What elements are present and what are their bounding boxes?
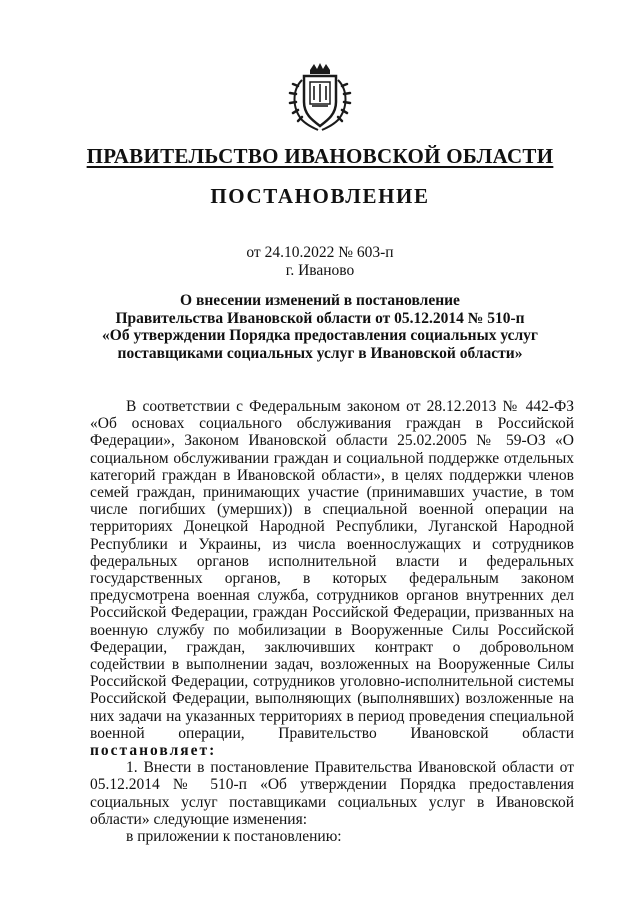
subject-line: О внесении изменений в постановление (180, 292, 460, 309)
document-body (90, 398, 574, 845)
government-title: ПРАВИТЕЛЬСТВО ИВАНОВСКОЙ ОБЛАСТИ (86, 144, 554, 168)
date-and-number: от 24.10.2022 № 603-п (246, 244, 394, 261)
subject-line: «Об утверждении Порядка предоставления социальных услуг (102, 327, 538, 344)
document-type-title: ПОСТАНОВЛЕНИЕ (210, 184, 430, 208)
city: г. Иваново (285, 262, 355, 279)
preamble-text: В соответствии с Федеральным законом от 28.12.2013 № 442-ФЗ «Об основах социального обслуживания граждан в Российской Федерации», Законом Ивановской области 25.02.2005 № 59-ОЗ «О социальном обслуживании граждан и социальной поддержке отдельных категорий граждан в Ивановской области», в целях поддержки членов семей граждан, принимающих участие (принимавших участие, в том числе погибших (умерших)) в специальной военной операции на территориях Донецкой Народной Республики, Луганской Народной Республики и Украины, из числа военнослужащих и сотрудников федеральных органов исполнительной власти и федеральных государственных органов, в которых федеральным законом предусмотрена военная служба, сотрудников органов внутренних дел Российской Федерации, граждан Российской Федерации, призванных на военную службу по мобилизации в Вооруженные Силы Российской Федерации, граждан, заключивших контракт о добровольном содействии в выполнении задач, возложенных на Вооруженные Силы Российской Федерации, сотрудников уголовно-исполнительной системы Российской Федерации, выполняющих (выполнявших) возложенные на них задачи на указанных территориях в период проведения специальной военной операции, Правительство Ивановской области (90, 398, 574, 742)
decree-word: постановляет: (90, 742, 217, 760)
subject-line: поставщиками социальных услуг в Ивановской области» (117, 344, 523, 362)
appendix-paragraph: в приложении к постановлению: (126, 828, 342, 846)
preamble-paragraph (90, 398, 574, 759)
document-meta (0, 244, 640, 280)
item-1-paragraph: 1. Внести в постановление Правительства Ивановской области от 05.12.2014 № 510-п «Об утверждении Порядка предоставления социальных услуг поставщиками социальных услуг в Ивановской области» следующие изменения: (90, 759, 574, 828)
coat-of-arms-icon (288, 62, 352, 132)
subject-line: Правительства Ивановской области от 05.12.2014 № 510-п (115, 309, 525, 327)
document-subject (60, 292, 580, 362)
